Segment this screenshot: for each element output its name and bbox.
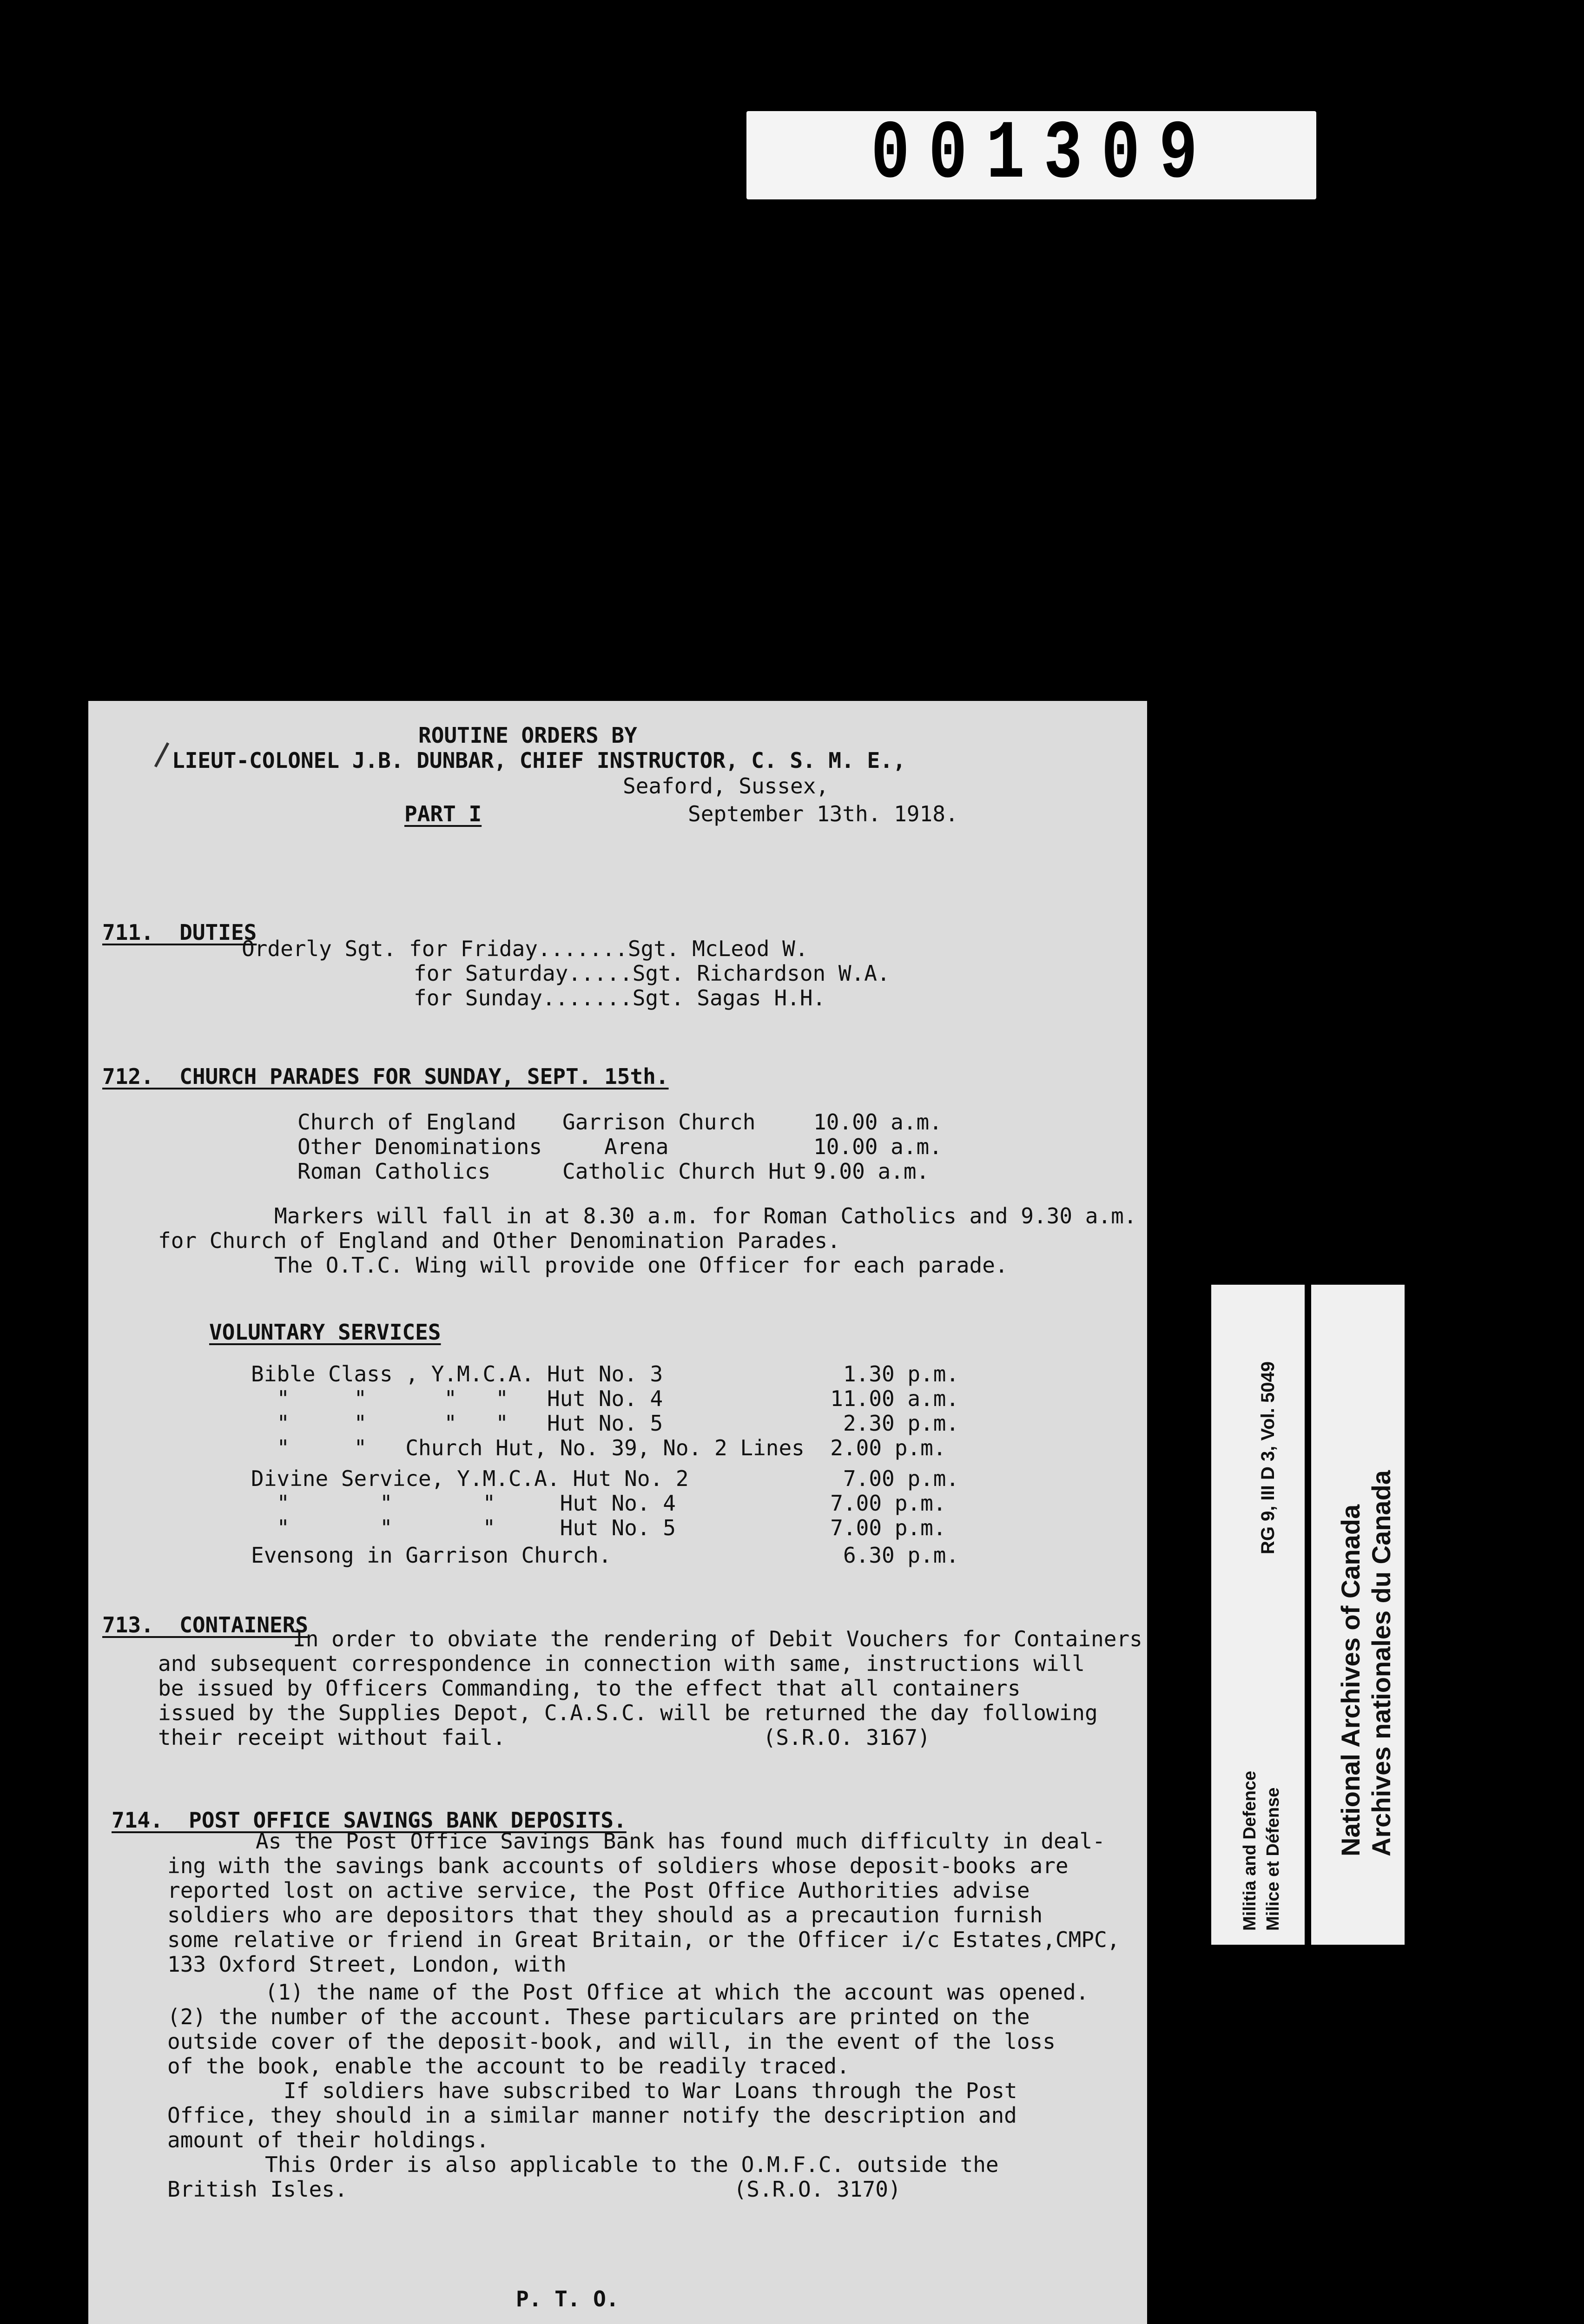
- savings-line: As the Post Office Savings Bank has found much difficulty in deal-: [256, 1829, 1105, 1854]
- voluntary-line: Divine Service, Y.M.C.A. Hut No. 2 7.00 p.m.: [251, 1466, 959, 1491]
- savings-line: outside cover of the deposit-book, and will, in the event of the loss: [167, 2029, 1056, 2054]
- frame-number-label: [746, 108, 1316, 202]
- savings-line: amount of their holdings.: [167, 2127, 489, 2152]
- savings-line: some relative or friend in Great Britain, or the Officer i/c Estates,CMPC,: [167, 1927, 1120, 1952]
- savings-line: reported lost on active service, the Post Office Authorities advise: [167, 1878, 1030, 1903]
- containers-line: their receipt without fail. (S.R.O. 3167): [158, 1725, 931, 1750]
- header-date: September 13th. 1918.: [688, 801, 958, 826]
- savings-line: 133 Oxford Street, London, with: [167, 1952, 567, 1977]
- containers-line: issued by the Supplies Depot, C.A.S.C. will be returned the day following: [158, 1700, 1098, 1725]
- frame-number-text: 001309: [871, 108, 1216, 202]
- savings-line: soldiers who are depositors that they should as a precaution furnish: [167, 1902, 1043, 1928]
- church-time: 10.00 a.m.: [813, 1134, 942, 1159]
- church-time: 9.00 a.m.: [813, 1159, 930, 1184]
- church-denomination: Roman Catholics: [297, 1159, 491, 1184]
- department-english: Militia and Defence: [1240, 1770, 1260, 1931]
- handwritten-tick-mark: [154, 742, 170, 767]
- voluntary-line: " " Church Hut, No. 39, No. 2 Lines 2.00 p.m.: [251, 1435, 946, 1460]
- savings-line: This Order is also applicable to the O.M.F.C. outside the: [265, 2152, 999, 2177]
- stamp-right-strip: [1311, 1285, 1405, 1945]
- containers-heading: 713. CONTAINERS: [102, 1612, 309, 1637]
- voluntary-line: " " " Hut No. 4 7.00 p.m.: [251, 1491, 946, 1516]
- savings-line: (2) the number of the account. These particulars are printed on the: [167, 2004, 1030, 2029]
- stamp-left-strip: [1211, 1285, 1305, 1945]
- savings-heading: 714. POST OFFICE SAVINGS BANK DEPOSITS.: [112, 1808, 627, 1833]
- voluntary-heading: VOLUNTARY SERVICES: [209, 1320, 441, 1345]
- containers-line: In order to obviate the rendering of Debit Vouchers for Containers: [293, 1626, 1142, 1651]
- church-time: 10.00 a.m.: [813, 1109, 942, 1135]
- containers-line: and subsequent correspondence in connection with same, instructions will: [158, 1651, 1085, 1676]
- voluntary-line: " " " " Hut No. 5 2.30 p.m.: [251, 1411, 959, 1436]
- department-french: Milice et Défense: [1263, 1787, 1283, 1931]
- header-location: Seaford, Sussex,: [623, 773, 829, 799]
- archives-name-french: Archives nationales du Canada: [1366, 1470, 1396, 1856]
- page-footer: P. T. O.: [516, 2286, 619, 2311]
- duties-heading: 711. DUTIES: [102, 920, 257, 945]
- voluntary-line: " " " Hut No. 5 7.00 p.m.: [251, 1515, 946, 1540]
- archive-stamp: [1211, 1285, 1411, 1945]
- church-place: Arena: [604, 1134, 669, 1159]
- church-denomination: Church of England: [297, 1109, 516, 1135]
- savings-line: (1) the name of the Post Office at which the account was opened.: [265, 1980, 1089, 2005]
- church-heading: 712. CHURCH PARADES FOR SUNDAY, SEPT. 15th.: [102, 1064, 669, 1089]
- church-place: Garrison Church: [562, 1109, 756, 1135]
- voluntary-line: Bible Class , Y.M.C.A. Hut No. 3 1.30 p.m.: [251, 1361, 959, 1386]
- savings-line: British Isles. (S.R.O. 3170): [167, 2177, 901, 2202]
- document-page: [88, 701, 1147, 2324]
- archives-name-english: National Archives of Canada: [1336, 1504, 1365, 1856]
- church-paragraph: Markers will fall in at 8.30 a.m. for Roman Catholics and 9.30 a.m.: [274, 1203, 1137, 1228]
- savings-line: ing with the savings bank accounts of soldiers whose deposit-books are: [167, 1853, 1069, 1878]
- duties-line: Orderly Sgt. for Friday.......Sgt. McLeod W.: [242, 936, 808, 961]
- header-commander: LIEUT-COLONEL J.B. DUNBAR, CHIEF INSTRUCTOR, C. S. M. E.,: [172, 748, 906, 773]
- church-denomination: Other Denominations: [297, 1134, 542, 1159]
- header-title: ROUTINE ORDERS BY: [418, 723, 637, 748]
- church-paragraph: The O.T.C. Wing will provide one Officer for each parade.: [274, 1253, 1008, 1278]
- savings-line: Office, they should in a similar manner notify the description and: [167, 2103, 1017, 2128]
- voluntary-line: Evensong in Garrison Church. 6.30 p.m.: [251, 1543, 959, 1568]
- duties-line: for Sunday.......Sgt. Sagas H.H.: [414, 985, 826, 1010]
- voluntary-line: " " " " Hut No. 4 11.00 a.m.: [251, 1386, 959, 1411]
- header-part: PART I: [404, 801, 482, 826]
- savings-line: If soldiers have subscribed to War Loans through the Post: [284, 2078, 1017, 2103]
- archive-reference: RG 9, III D 3, Vol. 5049: [1258, 1361, 1278, 1554]
- containers-line: be issued by Officers Commanding, to the effect that all containers: [158, 1676, 1021, 1701]
- church-place: Catholic Church Hut: [562, 1159, 807, 1184]
- savings-line: of the book, enable the account to be readily traced.: [167, 2053, 850, 2079]
- duties-line: for Saturday.....Sgt. Richardson W.A.: [414, 961, 890, 986]
- church-paragraph: for Church of England and Other Denomination Parades.: [158, 1228, 840, 1253]
